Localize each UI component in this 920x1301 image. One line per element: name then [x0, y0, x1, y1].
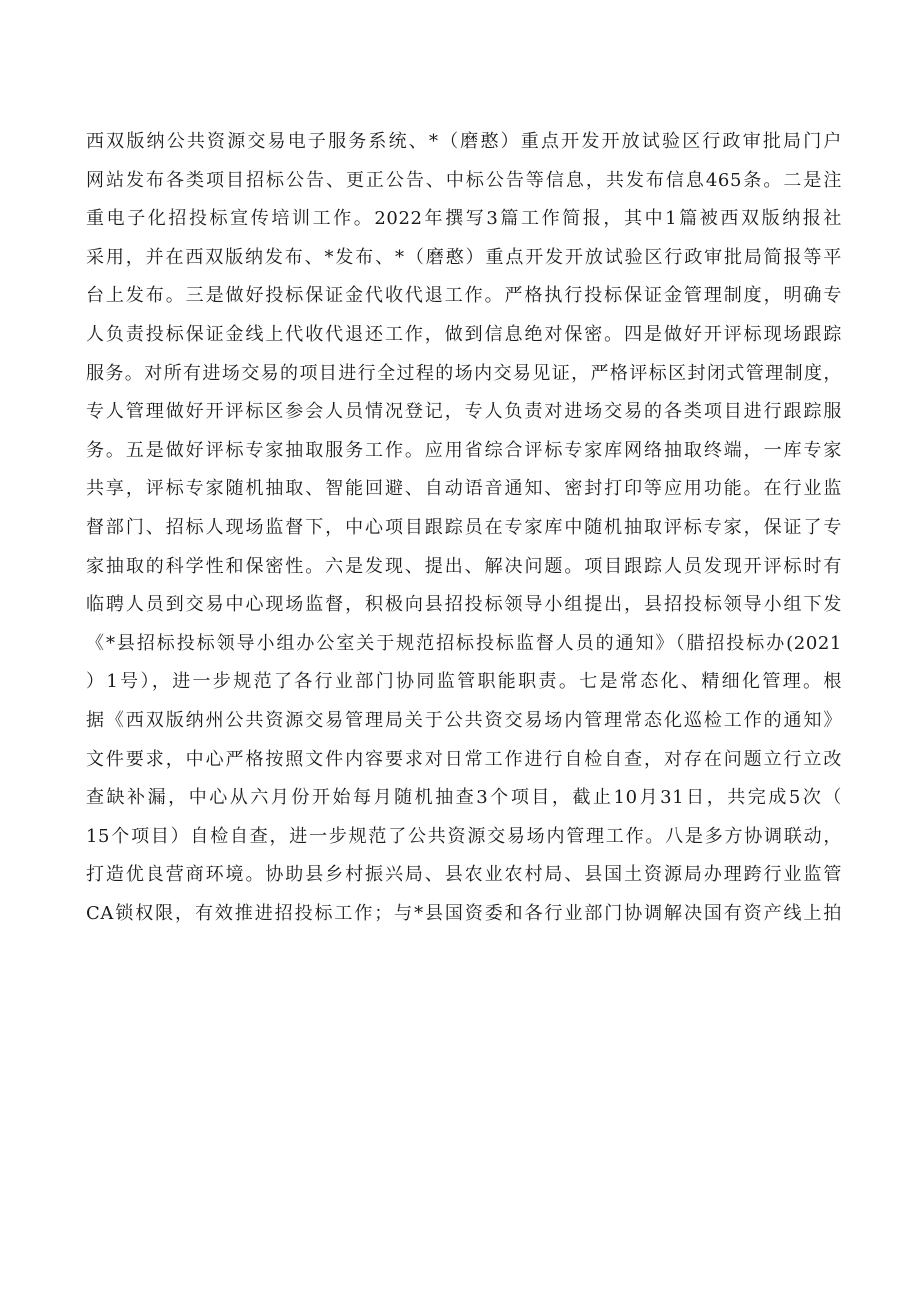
text-line: 据《西双版纳州公共资源交易管理局关于公共资交易场内管理常态化巡检工作的通知》 — [86, 709, 842, 731]
text-line: 重电子化招投标宣传培训工作。2022年撰写3篇工作简报，其中1篇被西双版纳报社 — [86, 208, 842, 230]
text-line: 查缺补漏，中心从六月份开始每月随机抽查3个项目，截止10月31日，共完成5次（ — [86, 787, 842, 809]
text-line: 《*县招标投标领导小组办公室关于规范招标投标监督人员的通知》（腊招投标办(2021 — [86, 632, 842, 654]
text-line: 务。五是做好评标专家抽取服务工作。应用省综合评标专家库网络抽取终端，一库专家 — [86, 439, 842, 461]
text-line: 西双版纳公共资源交易电子服务系统、*（磨憨）重点开发开放试验区行政审批局门户 — [86, 131, 842, 152]
text-line: 督部门、招标人现场监督下，中心项目跟踪员在专家库中随机抽取评标专家，保证了专 — [86, 516, 842, 538]
text-line: 人负责投标保证金线上代收代退还工作，做到信息绝对保密。四是做好开评标现场跟踪 — [86, 323, 842, 345]
text-line: 台上发布。三是做好投标保证金代收代退工作。严格执行投标保证金管理制度，明确专 — [86, 285, 842, 307]
text-line: 文件要求，中心严格按照文件内容要求对日常工作进行自检自查，对存在问题立行立改 — [86, 748, 842, 770]
text-line: 采用，并在西双版纳发布、*发布、*（磨憨）重点开发开放试验区行政审批局简报等平 — [86, 246, 842, 268]
text-line: 家抽取的科学性和保密性。六是发现、提出、解决问题。项目跟踪人员发现开评标时有 — [86, 555, 842, 577]
text-line: 共享，评标专家随机抽取、智能回避、自动语音通知、密封打印等应用功能。在行业监 — [86, 478, 842, 500]
text-line: 15个项目）自检自查，进一步规范了公共资源交易场内管理工作。八是多方协调联动， — [86, 825, 842, 847]
text-line: 临聘人员到交易中心现场监督，积极向县招投标领导小组提出，县招投标领导小组下发 — [86, 594, 842, 616]
text-line: CA锁权限，有效推进招投标工作；与*县国资委和各行业部门协调解决国有资产线上拍 — [86, 902, 842, 924]
text-line: ）1号），进一步规范了各行业部门协同监管职能职责。七是常态化、精细化管理。根 — [86, 671, 842, 693]
body-paragraph — [86, 123, 842, 933]
text-line: 打造优良营商环境。协助县乡村振兴局、县农业农村局、县国土资源局办理跨行业监管 — [86, 864, 842, 886]
text-line: 网站发布各类项目招标公告、更正公告、中标公告等信息，共发布信息465条。二是注 — [86, 169, 842, 191]
text-line: 专人管理做好开评标区参会人员情况登记，专人负责对进场交易的各类项目进行跟踪服 — [86, 401, 842, 423]
text-line: 服务。对所有进场交易的项目进行全过程的场内交易见证，严格评标区封闭式管理制度， — [86, 362, 842, 384]
